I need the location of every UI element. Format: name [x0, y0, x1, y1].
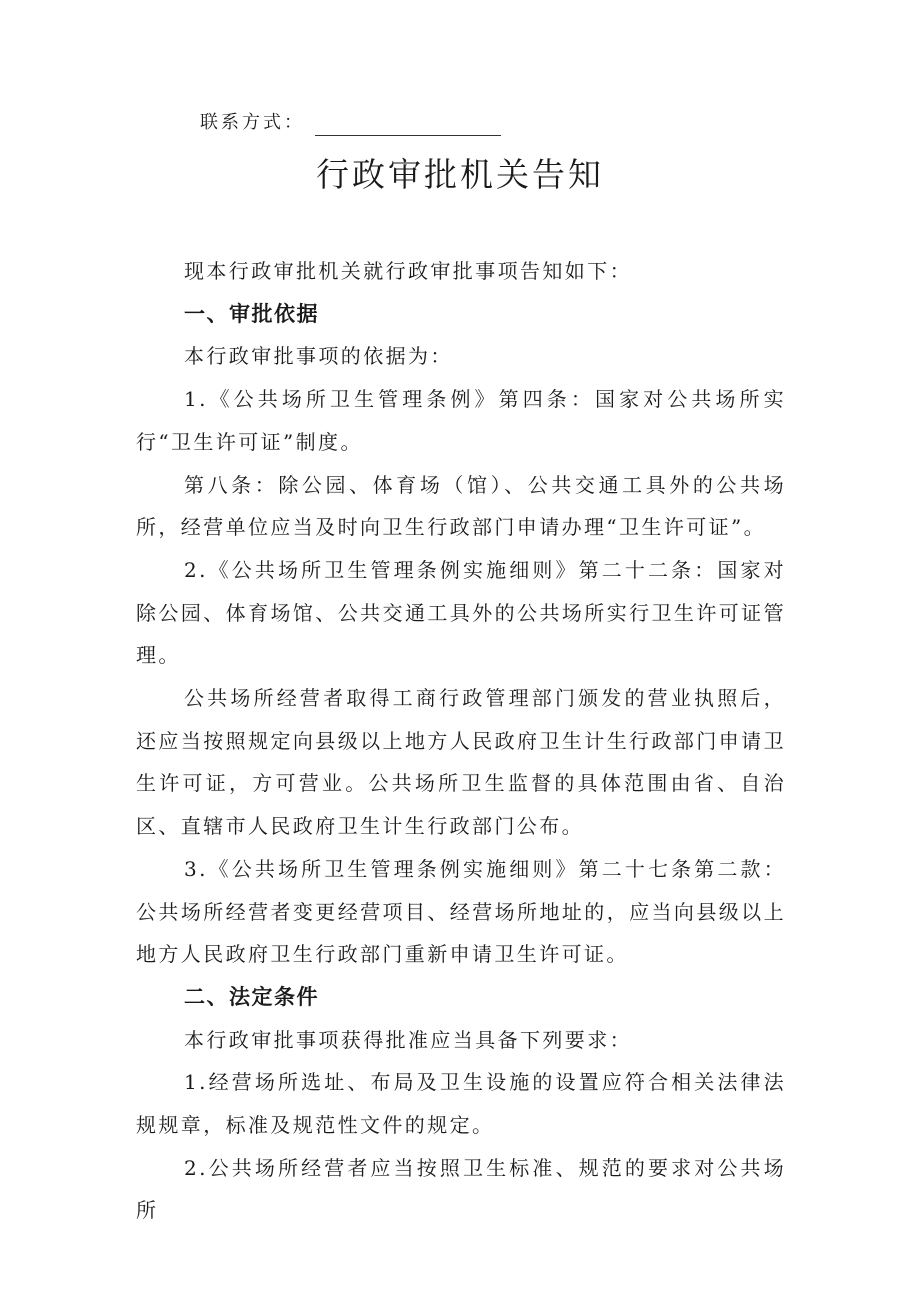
basis-item-3: 3.《公共场所卫生管理条例实施细则》第二十七条第二款：公共场所经营者变更经营项目、经营场所地址的，应当向县级以上地方人民政府卫生行政部门重新申请卫生许可证。 — [136, 856, 786, 967]
basis-item-1: 1.《公共场所卫生管理条例》第四条：国家对公共场所实行“卫生许可证”制度。 — [136, 387, 786, 454]
section-heading-basis: 一、审批依据 — [184, 301, 319, 326]
condition-item-1: 1.经营场所选址、布局及卫生设施的设置应符合相关法律法规规章，标准及规范性文件的规定。 — [136, 1070, 786, 1138]
basis-item-2: 2.《公共场所卫生管理条例实施细则》第二十二条：国家对除公园、体育场馆、公共交通工具外的公共场所实行卫生许可证管理。 — [136, 557, 786, 668]
basis-lead: 本行政审批事项的依据为： — [184, 344, 453, 369]
document-body — [136, 250, 786, 1232]
section-heading-conditions: 二、法定条件 — [184, 984, 319, 1009]
condition-item-2: 2.公共场所经营者应当按照卫生标准、规范的要求对公共场所 — [136, 1155, 786, 1223]
basis-item-1-article-8: 第八条：除公园、体育场（馆）、公共交通工具外的公共场所，经营单位应当及时向卫生行政部门申请办理“卫生许可证”。 — [136, 472, 786, 540]
basis-item-2-detail: 公共场所经营者取得工商行政管理部门颁发的营业执照后，还应当按照规定向县级以上地方人民政府卫生计生行政部门申请卫生许可证，方可营业。公共场所卫生监督的具体范围由省、自治区、直辖市人民政府卫生计生行政部门公布。 — [136, 686, 786, 839]
contact-blank-line — [315, 117, 501, 136]
intro-paragraph: 现本行政审批机关就行政审批事项告知如下： — [184, 259, 632, 283]
contact-line — [200, 110, 501, 136]
contact-label: 联系方式： — [200, 112, 305, 133]
document-title: 行政审批机关告知 — [316, 155, 604, 194]
conditions-lead: 本行政审批事项获得批准应当具备下列要求： — [184, 1027, 632, 1052]
